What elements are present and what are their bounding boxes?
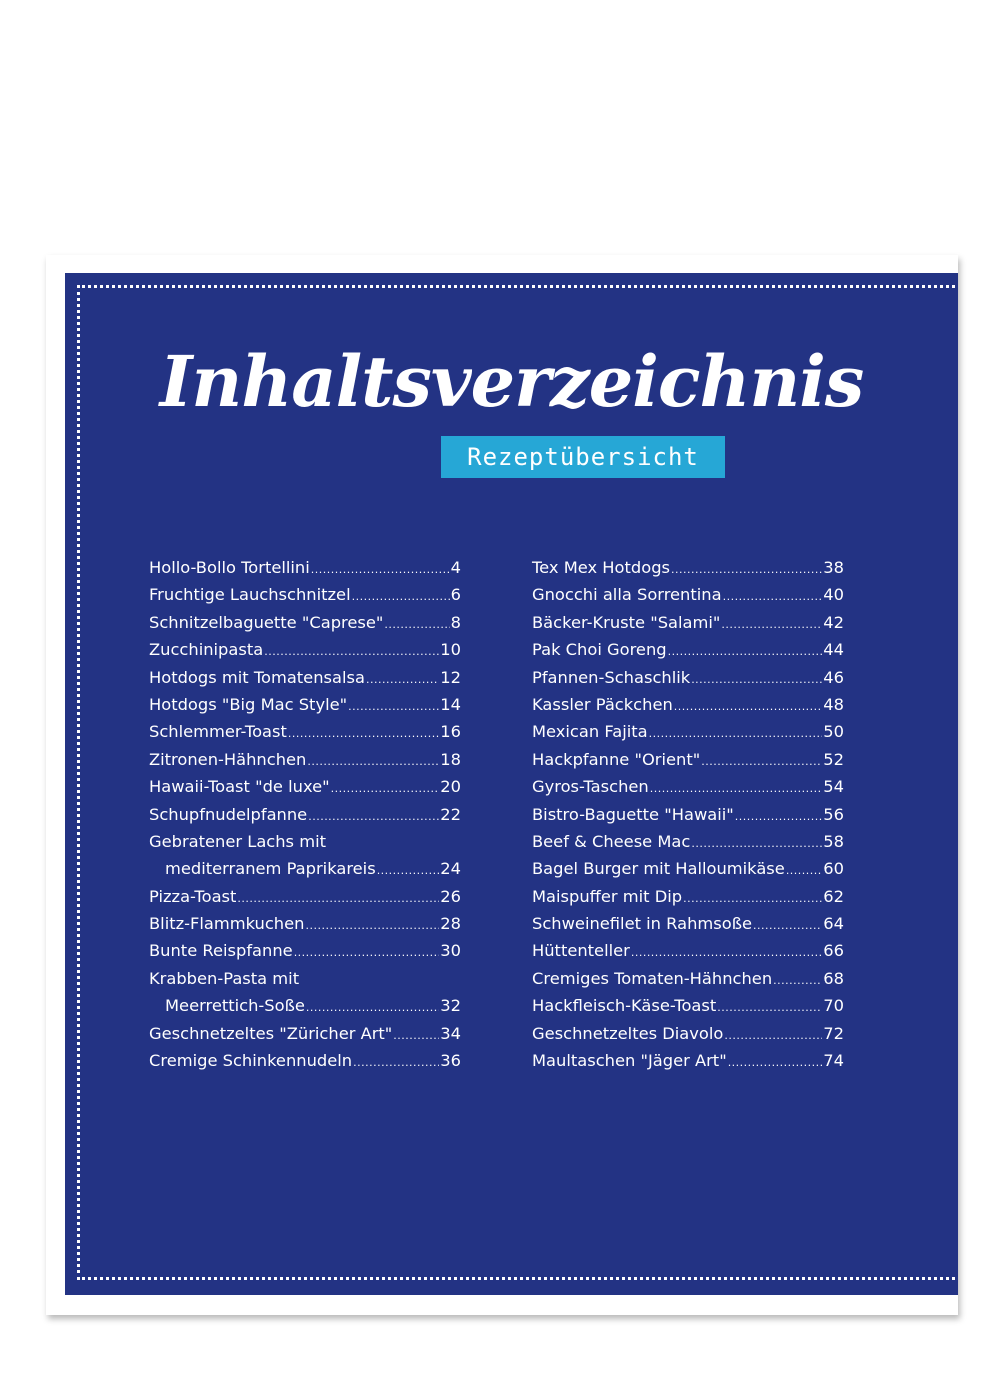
dot-leader	[691, 837, 822, 850]
toc-entry-title: Hawaii-Toast "de luxe"	[149, 777, 330, 797]
toc-page-number: 14	[440, 694, 461, 714]
toc-page-number: 36	[440, 1051, 461, 1071]
toc-page-number: 68	[823, 968, 844, 988]
toc-entry[interactable]	[149, 1024, 461, 1051]
toc-entry[interactable]	[149, 613, 461, 640]
toc-page-number: 52	[823, 749, 844, 769]
toc-entry-title: Hollo-Bollo Tortellini	[149, 558, 310, 577]
toc-page-number: 34	[440, 1023, 461, 1043]
toc-entry[interactable]	[149, 914, 461, 941]
toc-column-right	[532, 558, 844, 1078]
toc-entry-title: Bunte Reispfanne	[149, 941, 293, 961]
dot-leader	[721, 618, 822, 631]
dot-leader	[723, 590, 823, 603]
toc-entry[interactable]	[149, 585, 461, 612]
toc-entry-title: Pizza-Toast	[149, 886, 237, 906]
toc-page-number: 40	[823, 585, 844, 605]
toc-entry[interactable]	[149, 1051, 461, 1078]
toc-page-number: 20	[440, 777, 461, 797]
toc-entry-title: Maispuffer mit Dip	[532, 886, 683, 906]
toc-entry-title: Kassler Päckchen	[532, 694, 673, 714]
toc-entry-title: Geschnetzeltes Diavolo	[532, 1023, 724, 1043]
toc-entry[interactable]	[532, 722, 844, 749]
dot-leader	[735, 810, 823, 823]
dot-leader	[650, 782, 823, 795]
toc-page-number: 72	[823, 1023, 844, 1043]
toc-entry-title: Krabben-Pasta mit	[149, 968, 300, 988]
toc-page-number: 54	[823, 777, 844, 797]
dot-leader	[717, 1001, 822, 1014]
toc-entry-title: Maultaschen "Jäger Art"	[532, 1051, 727, 1071]
toc-entry[interactable]	[532, 640, 844, 667]
dot-leader	[353, 1056, 439, 1069]
toc-entry-title: Pfannen-Schaschlik	[532, 667, 691, 687]
toc-entry[interactable]	[532, 805, 844, 832]
toc-entry-title: Schweinefilet in Rahmsoße	[532, 914, 752, 934]
dot-leader	[311, 563, 450, 576]
toc-entry[interactable]	[149, 695, 461, 722]
toc-entry[interactable]	[532, 859, 844, 886]
toc-entry-title: Blitz-Flammkuchen	[149, 914, 305, 934]
toc-entry-title: Bäcker-Kruste "Salami"	[532, 612, 721, 632]
toc-entry[interactable]	[532, 613, 844, 640]
toc-entry-title: Gnocchi alla Sorrentina	[532, 585, 722, 605]
toc-entry-title: Hotdogs mit Tomatensalsa	[149, 667, 365, 687]
dot-leader	[668, 645, 823, 658]
dot-leader	[691, 673, 822, 686]
toc-panel	[65, 273, 958, 1295]
dot-leader	[773, 974, 822, 987]
toc-entry[interactable]	[149, 668, 461, 695]
toc-page-number: 62	[823, 886, 844, 906]
toc-entry-title: Cremiges Tomaten-Hähnchen	[532, 968, 773, 988]
toc-entry[interactable]	[149, 996, 461, 1023]
toc-entry[interactable]	[532, 996, 844, 1023]
toc-page-number: 60	[823, 859, 844, 879]
toc-entry[interactable]	[149, 777, 461, 804]
dot-leader	[631, 946, 822, 959]
toc-entry-title: Schnitzelbaguette "Caprese"	[149, 612, 384, 632]
toc-page-number: 24	[440, 859, 461, 879]
toc-page-number: 22	[440, 804, 461, 824]
dot-leader	[308, 810, 439, 823]
toc-page-number: 30	[440, 941, 461, 961]
toc-entry-title: Cremige Schinkennudeln	[149, 1051, 353, 1071]
toc-page-number: 18	[440, 749, 461, 769]
dot-leader	[786, 864, 822, 877]
toc-entry-title: Bistro-Baguette "Hawaii"	[532, 804, 734, 824]
dot-leader	[649, 727, 823, 740]
toc-page-number: 70	[823, 996, 844, 1016]
toc-entry[interactable]	[532, 668, 844, 695]
toc-entry[interactable]	[532, 750, 844, 777]
toc-entry-title: Gebratener Lachs mit	[149, 831, 326, 851]
toc-entry[interactable]	[532, 1051, 844, 1078]
toc-entry-heading	[149, 969, 461, 996]
toc-entry[interactable]	[532, 777, 844, 804]
dot-leader	[306, 1001, 439, 1014]
dot-leader	[237, 892, 439, 905]
toc-entry[interactable]	[532, 969, 844, 996]
toc-entry[interactable]	[149, 722, 461, 749]
toc-entry[interactable]	[532, 1024, 844, 1051]
toc-page-number: 28	[440, 914, 461, 934]
toc-page-number: 42	[823, 612, 844, 632]
toc-entry[interactable]	[532, 695, 844, 722]
dot-leader	[753, 919, 822, 932]
dot-leader	[288, 727, 439, 740]
toc-entry[interactable]	[532, 887, 844, 914]
toc-page-number: 16	[440, 722, 461, 742]
toc-entry-title: Geschnetzeltes "Züricher Art"	[149, 1023, 393, 1043]
toc-entry[interactable]	[149, 750, 461, 777]
toc-entry-title: Zitronen-Hähnchen	[149, 749, 307, 769]
dot-leader	[352, 590, 450, 603]
toc-entry-title: Schupfnudelpfanne	[149, 804, 308, 824]
toc-page-number: 38	[823, 558, 844, 577]
toc-page-number: 58	[823, 831, 844, 851]
toc-entry-title: Fruchtige Lauchschnitzel	[149, 585, 351, 605]
toc-entry-title: Gyros-Taschen	[532, 777, 649, 797]
dot-leader	[724, 1029, 822, 1042]
dot-leader	[728, 1056, 823, 1069]
toc-page-number: 44	[823, 640, 844, 660]
toc-entry-title: Hotdogs "Big Mac Style"	[149, 694, 348, 714]
toc-entry-title: Hackfleisch-Käse-Toast	[532, 996, 717, 1016]
toc-page-number: 74	[823, 1051, 844, 1071]
toc-entry-title: Schlemmer-Toast	[149, 722, 287, 742]
toc-entry-title: Pak Choi Goreng	[532, 640, 667, 660]
toc-page-number: 32	[440, 996, 461, 1016]
subtitle-badge: Rezeptübersicht	[441, 436, 725, 478]
toc-entry[interactable]	[149, 558, 461, 585]
toc-entry[interactable]	[532, 558, 844, 585]
dot-leader	[384, 618, 449, 631]
toc-entry[interactable]	[532, 914, 844, 941]
dot-leader	[393, 1029, 439, 1042]
dot-leader	[377, 864, 440, 877]
toc-page-number: 46	[823, 667, 844, 687]
toc-entry-title: Hüttenteller	[532, 941, 630, 961]
dot-leader	[294, 946, 440, 959]
toc-entry-title: Bagel Burger mit Halloumikäse	[532, 859, 785, 879]
dot-leader	[366, 673, 439, 686]
toc-entry-title: mediterranem Paprikareis	[165, 859, 376, 879]
toc-entry[interactable]	[532, 585, 844, 612]
toc-page-number: 6	[450, 585, 461, 605]
toc-entry[interactable]	[532, 941, 844, 968]
dot-leader	[674, 700, 822, 713]
toc-entry[interactable]	[149, 805, 461, 832]
toc-entry-title: Beef & Cheese Mac	[532, 831, 691, 851]
toc-entry-title: Meerrettich-Soße	[165, 996, 305, 1016]
dot-leader	[331, 782, 440, 795]
page-title: Inhaltsverzeichnis	[159, 340, 864, 423]
toc-page-number: 48	[823, 694, 844, 714]
toc-page-number: 4	[450, 558, 461, 577]
dot-leader	[307, 755, 439, 768]
toc-page-number: 66	[823, 941, 844, 961]
toc-entry-title: Mexican Fajita	[532, 722, 648, 742]
dot-leader	[348, 700, 439, 713]
toc-page-number: 12	[440, 667, 461, 687]
toc-entry-title: Tex Mex Hotdogs	[532, 558, 671, 577]
dot-leader	[701, 755, 822, 768]
toc-entry[interactable]	[532, 832, 844, 859]
toc-entry[interactable]	[149, 887, 461, 914]
toc-entry-title: Hackpfanne "Orient"	[532, 749, 701, 769]
toc-entry-heading	[149, 832, 461, 859]
toc-entry-title: Zucchinipasta	[149, 640, 264, 660]
dot-leader	[671, 563, 822, 576]
dot-leader	[683, 892, 822, 905]
toc-page-number: 8	[450, 612, 461, 632]
dot-leader	[264, 645, 439, 658]
toc-column-left	[149, 558, 461, 1078]
toc-page-number: 10	[440, 640, 461, 660]
toc-entry[interactable]	[149, 859, 461, 886]
toc-page-number: 50	[823, 722, 844, 742]
dot-leader	[305, 919, 439, 932]
toc-entry[interactable]	[149, 640, 461, 667]
toc-entry[interactable]	[149, 941, 461, 968]
toc-page-number: 64	[823, 914, 844, 934]
toc-page-number: 26	[440, 886, 461, 906]
toc-page-number: 56	[823, 804, 844, 824]
